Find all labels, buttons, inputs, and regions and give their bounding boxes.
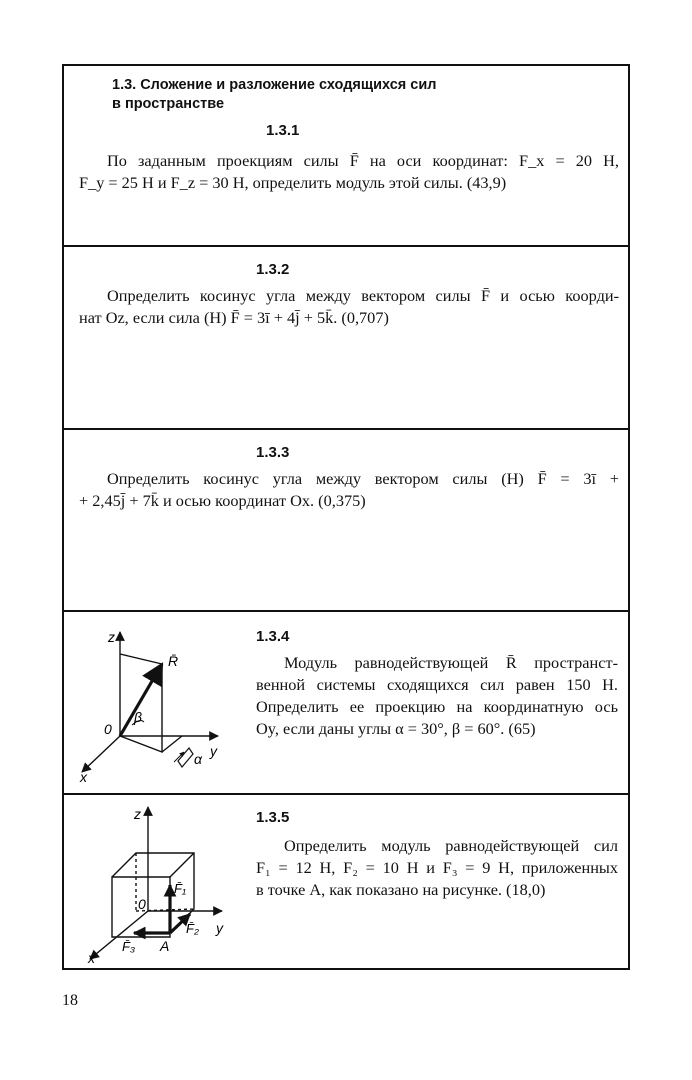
problem-number: 1.3.3 xyxy=(256,444,290,461)
page-number: 18 xyxy=(62,992,78,1009)
problem-1-3-2 xyxy=(64,247,628,430)
x-axis-line xyxy=(82,736,120,772)
f2-label: F̄₂ xyxy=(186,921,199,936)
section-title-line-2: в пространстве xyxy=(112,96,225,112)
problem-number: 1.3.4 xyxy=(256,628,290,645)
problem-text-line: Определить модуль равнодействующей сил xyxy=(284,836,618,855)
problem-1-3-1 xyxy=(64,66,628,247)
problem-1-3-5 xyxy=(64,795,628,970)
problem-text-line: Определить косинус угла между вектором силы (Н) F̄ = 3ī + xyxy=(107,469,619,488)
problem-text xyxy=(79,468,619,512)
problem-1-3-4 xyxy=(64,612,628,795)
problem-text-line: + 2,45j̄ + 7k̄ и осью координат Ox. (0,375) xyxy=(79,491,366,510)
problem-text-line: венной системы сходящихся сил равен 150 Н. xyxy=(256,675,618,694)
z-label: z xyxy=(134,806,141,822)
problem-number: 1.3.5 xyxy=(256,809,290,826)
section-title xyxy=(112,76,532,114)
x-label: x xyxy=(80,769,87,784)
problem-text-line: Определить косинус угла между вектором силы F̄ и осью коорди- xyxy=(107,286,619,305)
r-label: R̄ xyxy=(168,653,179,669)
origin-label: 0 xyxy=(138,896,146,912)
problem-text-line: Определить ее проекцию на координатную ось xyxy=(256,697,618,716)
beta-label: β xyxy=(134,709,142,725)
problem-text xyxy=(79,285,619,329)
problem-text xyxy=(256,652,618,740)
problem-text-line: в точке A, как показано на рисунке. (18,0) xyxy=(256,880,546,899)
r-vector xyxy=(120,664,162,736)
y-label: y xyxy=(210,743,217,759)
problem-1-3-3 xyxy=(64,430,628,612)
problem-table xyxy=(62,64,630,970)
x-label: x xyxy=(88,950,95,966)
figure-1-3-4 xyxy=(74,624,254,784)
problem-number: 1.3.1 xyxy=(266,122,300,139)
f3-label: F̄₃ xyxy=(122,939,136,954)
problem-text xyxy=(79,150,619,194)
section-title-line-1: 1.3. Сложение и разложение сходящихся сил xyxy=(112,77,437,93)
z-label: z xyxy=(108,629,115,645)
alpha-label: α xyxy=(194,751,202,767)
problem-text-line: F₁ = 12 Н, F₂ = 10 Н и F₃ = 9 Н, приложенных xyxy=(256,858,618,877)
problem-text-line: Модуль равнодействующей R̄ пространст- xyxy=(284,653,618,672)
problem-number: 1.3.2 xyxy=(256,261,290,278)
origin-label: 0 xyxy=(104,721,112,737)
figure-1-3-5 xyxy=(74,801,254,967)
problem-text-line: F_y = 25 Н и F_z = 30 Н, определить модуль этой силы. (43,9) xyxy=(79,173,507,192)
problem-text-line: нат Oz, если сила (Н) F̄ = 3ī + 4j̄ + 5k̄. (0,707) xyxy=(79,308,389,327)
problem-text xyxy=(256,835,618,901)
f1-label: F̄₁ xyxy=(174,881,187,896)
a-label: A xyxy=(160,938,170,954)
problem-text-line: По заданным проекциям силы F̄ на оси координат: F_x = 20 Н, xyxy=(107,151,619,170)
y-label: y xyxy=(216,920,223,936)
x-axis-line xyxy=(90,911,148,959)
problem-text-line: Oy, если даны углы α = 30°, β = 60°. (65) xyxy=(256,719,536,738)
